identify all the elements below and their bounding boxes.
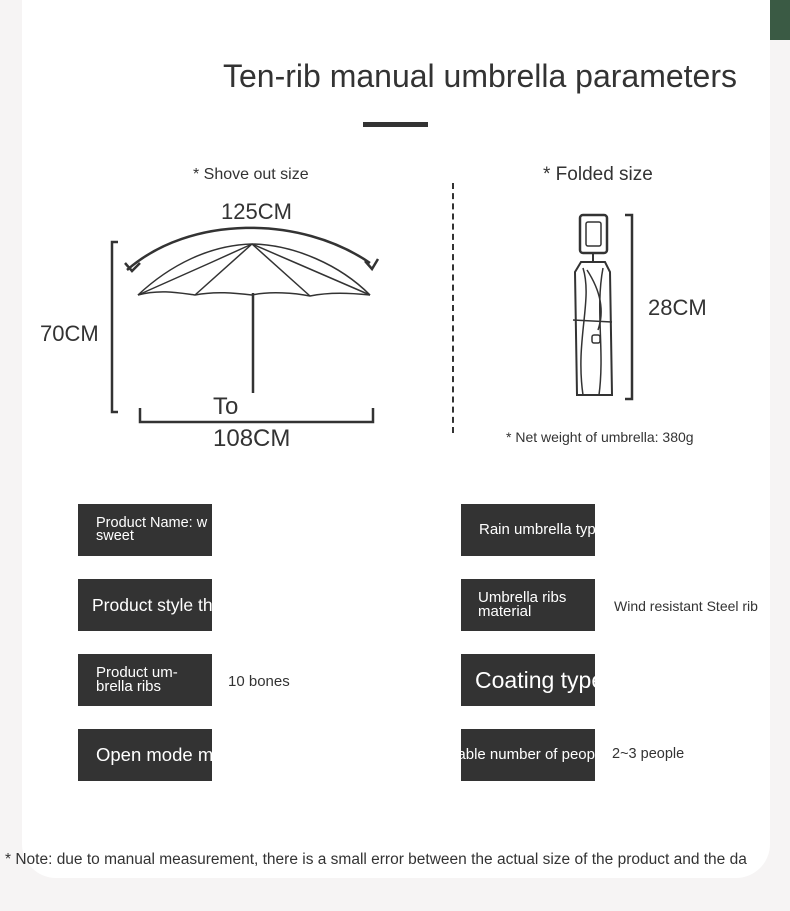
spec-product-style-text: Product style th <box>92 595 213 615</box>
spec-coating-type <box>461 654 605 706</box>
spec-suitable-number <box>431 729 595 781</box>
open-width-prefix: To <box>213 393 239 420</box>
open-size-label: * Shove out size <box>193 166 309 183</box>
spec-rain-type-text: Rain umbrella type <box>479 521 605 538</box>
spec-product-ribs <box>78 654 212 706</box>
page-title: Ten-rib manual umbrella parameters <box>223 58 737 94</box>
open-umbrella-icon <box>100 225 390 425</box>
spec-ribs-material-value: Wind resistant Steel rib <box>614 598 758 614</box>
title-underline <box>363 122 428 127</box>
measurement-note: * Note: due to manual measurement, there is a small error between the actual size of the product and the da <box>5 851 747 868</box>
spec-coating-type-text: Coating type <box>475 667 605 693</box>
spec-product-ribs-value: 10 bones <box>228 673 290 690</box>
spec-ribs-material-text: Umbrella ribs material <box>478 589 567 620</box>
open-diameter: 125CM <box>221 199 292 224</box>
spec-product-ribs-text: Product um-brella ribs <box>96 664 178 695</box>
open-height: 70CM <box>40 321 99 346</box>
spec-rain-type <box>461 504 605 556</box>
spec-product-name <box>78 504 212 556</box>
net-weight: * Net weight of umbrella: 380g <box>506 429 694 445</box>
spec-product-name-line2: sweet <box>96 528 134 544</box>
open-width: 108CM <box>213 425 291 452</box>
spec-open-mode-text: Open mode m <box>96 744 214 765</box>
spec-product-name-text: Product Name: w <box>96 515 208 531</box>
folded-size-label: * Folded size <box>543 164 653 185</box>
folded-umbrella-icon <box>565 210 640 405</box>
spec-suitable-number-text: Suitable number of peop <box>431 746 595 763</box>
folded-length: 28CM <box>648 295 707 320</box>
spec-open-mode <box>78 729 212 781</box>
spec-ribs-material <box>461 579 595 631</box>
spec-product-style <box>78 579 212 631</box>
spec-suitable-number-value: 2~3 people <box>612 746 685 762</box>
section-divider <box>452 183 454 433</box>
